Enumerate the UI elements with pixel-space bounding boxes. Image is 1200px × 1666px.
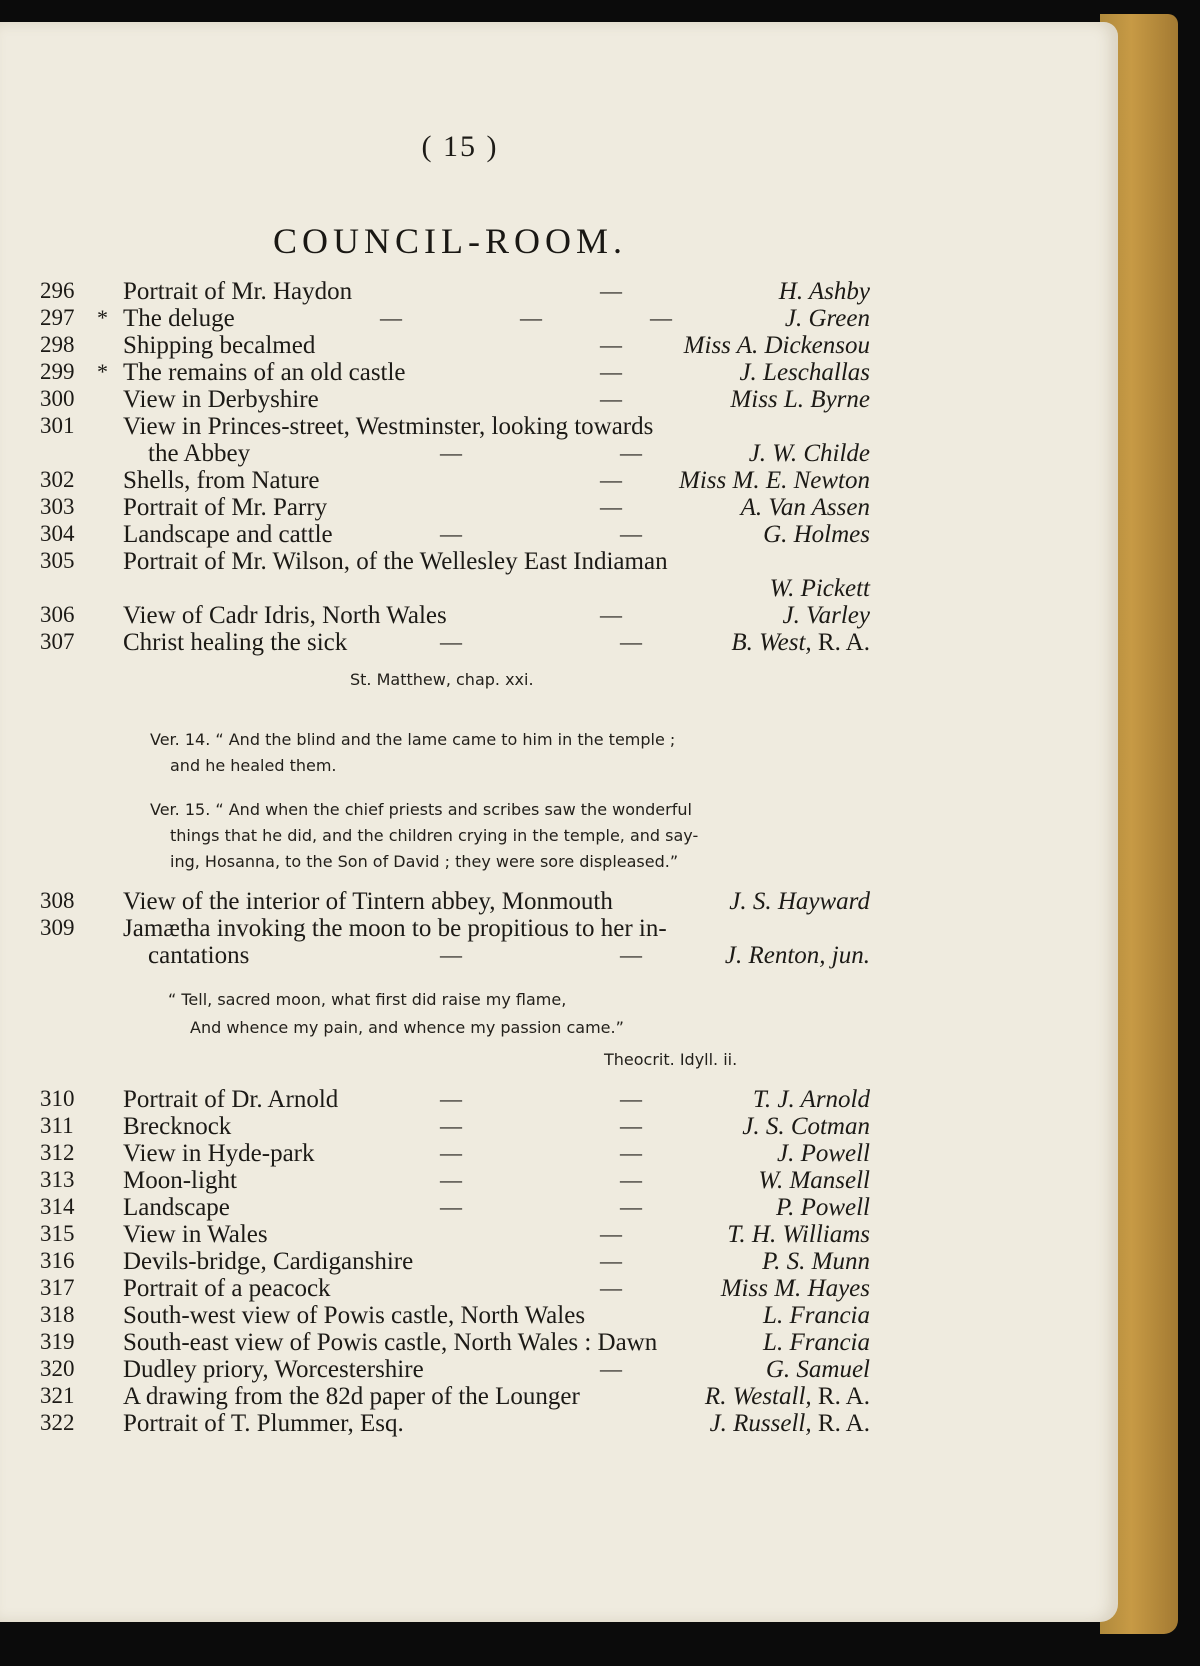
artist-honour: R. A. [811,1383,870,1410]
artist-name: W. Pickett [769,575,870,602]
artist-name: J. Green [784,305,870,332]
entry-title: Portrait of T. Plummer, Esq. [123,1410,404,1437]
entry-artist [770,575,870,603]
entry-asterisk: * [97,359,108,384]
entry-title: Portrait of Mr. Haydon [123,278,353,305]
artist-name: Miss A. Dickensou [683,332,870,359]
dash-leader: — [520,305,542,330]
catalogue-entry [0,548,1118,575]
entry-artist [762,1248,870,1276]
dash-leader: — [600,1275,622,1300]
page-heading: COUNCIL-ROOM. [272,221,627,261]
artist-name: Miss M. Hayes [720,1275,870,1302]
entry-number: 320 [40,1356,75,1381]
artist-name: W. Mansell [758,1167,870,1194]
entry-artist [684,332,870,360]
entry-artist [727,1221,870,1249]
catalogue-entry [0,440,1118,467]
dash-leader: — [620,1086,642,1111]
entry-artist [749,440,870,468]
dash-leader: — [440,440,462,465]
dash-leader: — [600,359,622,384]
entry-artist [742,1113,870,1141]
entry-title: Dudley priory, Worcestershire [123,1356,424,1383]
dash-leader: — [600,1221,622,1246]
entry-number: 309 [40,915,75,940]
entry-title: View of the interior of Tintern abbey, Monmouth [123,888,613,915]
catalogue-entry [0,467,1118,494]
dash-leader: — [600,386,622,411]
artist-name: A. Van Assen [740,494,870,521]
catalogue-entry [0,575,1118,602]
entry-number: 302 [40,467,75,492]
entries-list-b [0,888,1118,969]
catalogue-entry [0,1410,1118,1437]
entry-artist [777,1140,870,1168]
entry-title: Portrait of Mr. Parry [123,494,328,521]
entry-title: Portrait of Dr. Arnold [123,1086,339,1113]
artist-name: P. S. Munn [762,1248,870,1275]
artist-name: J. Renton, jun. [724,942,870,969]
artist-name: J. W. Childe [748,440,870,467]
catalogue-entry [0,1194,1118,1221]
dash-leader: — [380,305,402,330]
entry-number: 322 [40,1410,75,1435]
verse-line: “ Tell, sacred moon, what first did raise my flame, [168,990,567,1009]
entry-number: 307 [40,629,75,654]
artist-name: J. Powell [776,1140,870,1167]
scripture-line: Ver. 14. “ And the blind and the lame came to him in the temple ; [150,730,676,749]
entry-title: View of Cadr Idris, North Wales [123,602,447,629]
entries-list-c [0,1086,1118,1437]
entry-number: 305 [40,548,75,573]
artist-name: J. Varley [782,602,870,629]
dash-leader: — [620,521,642,546]
dash-leader: — [440,1167,462,1192]
dash-leader: — [600,1356,622,1381]
entry-number: 308 [40,888,75,913]
entry-artist [758,1167,870,1195]
catalogue-entry [0,602,1118,629]
entry-artist [721,1275,870,1303]
entry-title: Landscape and cattle [123,521,333,548]
entry-title: cantations [148,942,250,969]
entry-title: Landscape [123,1194,230,1221]
artist-name: P. Powell [776,1194,870,1221]
catalogue-entry [0,1167,1118,1194]
catalogue-entry [0,305,1118,332]
scripture-line: ing, Hosanna, to the Son of David ; they were sore displeased.” [170,852,679,871]
dash-leader: — [620,629,642,654]
catalogue-entry [0,1329,1118,1356]
artist-name: Miss L. Byrne [730,386,870,413]
entry-number: 310 [40,1086,75,1111]
dash-leader: — [440,521,462,546]
entry-artist [725,942,870,970]
entry-artist [741,494,870,522]
catalogue-entry [0,1383,1118,1410]
entry-title: Devils-bridge, Cardiganshire [123,1248,414,1275]
entry-number: 301 [40,413,75,438]
entry-number: 303 [40,494,75,519]
entry-artist [763,1302,870,1330]
dash-leader: — [600,602,622,627]
dash-leader: — [440,1194,462,1219]
catalogue-entry [0,386,1118,413]
entry-artist [710,1410,870,1438]
scripture-source: St. Matthew, chap. xxi. [350,670,534,689]
entry-title: View in Princes-street, Westminster, looking towards [123,413,654,440]
dash-leader: — [440,1140,462,1165]
verse-line: And whence my pain, and whence my passion came.” [190,1018,624,1037]
entry-title: Portrait of Mr. Wilson, of the Wellesley East Indiaman [123,548,668,575]
entry-artist [705,1383,870,1411]
entry-artist [679,467,870,495]
artist-name: J. S. Cotman [742,1113,870,1140]
artist-honour: R. A. [811,629,870,656]
entry-title: Shells, from Nature [123,467,320,494]
catalogue-entry [0,1221,1118,1248]
entry-number: 315 [40,1221,75,1246]
entry-title: The remains of an old castle [123,359,406,386]
entry-title: View in Derbyshire [123,386,319,413]
dash-leader: — [440,1113,462,1138]
artist-name: H. Ashby [778,278,870,305]
entry-number: 313 [40,1167,75,1192]
entry-title: Jamætha invoking the moon to be propitious to her in- [123,915,667,942]
entries-list-a [0,278,1118,656]
entry-number: 312 [40,1140,75,1165]
entry-artist [776,1194,870,1222]
catalogue-entry [0,359,1118,386]
entry-number: 314 [40,1194,75,1219]
entry-title: Brecknock [123,1113,232,1140]
entry-number: 304 [40,521,75,546]
catalogue-page [0,22,1118,1622]
catalogue-entry [0,629,1118,656]
catalogue-entry [0,332,1118,359]
artist-name: G. Holmes [763,521,870,548]
artist-name: G. Samuel [765,1356,870,1383]
entry-artist [779,278,870,306]
catalogue-entry [0,1302,1118,1329]
dash-leader: — [620,942,642,967]
artist-name: R. Westall, [704,1383,812,1410]
entry-number: 297 [40,305,75,330]
catalogue-entry [0,942,1118,969]
catalogue-entry [0,1248,1118,1275]
catalogue-entry [0,494,1118,521]
catalogue-entry [0,1356,1118,1383]
catalogue-entry [0,278,1118,305]
entry-artist [763,1329,870,1357]
entry-number: 300 [40,386,75,411]
page-number: ( 15 ) [421,130,499,163]
entry-artist [766,1356,870,1384]
entry-number: 306 [40,602,75,627]
catalogue-entry [0,888,1118,915]
dash-leader: — [600,494,622,519]
entry-artist [729,888,870,916]
scripture-line: and he healed them. [170,756,337,775]
dash-leader: — [620,1140,642,1165]
verse-source: Theocrit. Idyll. ii. [604,1050,738,1069]
entry-artist [730,386,870,414]
catalogue-entry [0,1275,1118,1302]
artist-name: J. S. Hayward [729,888,870,915]
entry-title: View in Hyde-park [123,1140,315,1167]
catalogue-entry [0,521,1118,548]
catalogue-entry [0,1086,1118,1113]
artist-name: L. Francia [763,1329,870,1356]
entry-number: 299 [40,359,75,384]
entry-artist [753,1086,870,1114]
dash-leader: — [440,942,462,967]
artist-name: T. J. Arnold [752,1086,870,1113]
catalogue-entry [0,1140,1118,1167]
dash-leader: — [620,1194,642,1219]
entry-artist [783,602,870,630]
entry-title: South-east view of Powis castle, North Wales : Dawn [123,1329,658,1356]
dash-leader: — [440,1086,462,1111]
dash-leader: — [620,1167,642,1192]
entry-title: Shipping becalmed [123,332,316,359]
entry-artist [731,629,870,657]
entry-artist [739,359,870,387]
catalogue-entry [0,1113,1118,1140]
artist-name: L. Francia [763,1302,870,1329]
entry-number: 298 [40,332,75,357]
entry-number: 296 [40,278,75,303]
dash-leader: — [600,278,622,303]
entry-artist [763,521,870,549]
entry-number: 319 [40,1329,75,1354]
entry-artist [785,305,870,333]
entry-title: the Abbey [148,440,251,467]
entry-asterisk: * [97,305,108,330]
entry-number: 321 [40,1383,75,1408]
entry-title: A drawing from the 82d paper of the Lounger [123,1383,580,1410]
dash-leader: — [650,305,672,330]
artist-name: B. West, [731,629,812,656]
entry-title: Christ healing the sick [123,629,348,656]
entry-title: The deluge [123,305,235,332]
entry-number: 311 [40,1113,74,1138]
scripture-line: Ver. 15. “ And when the chief priests and scribes saw the wonderful [150,800,692,819]
entry-title: Portrait of a peacock [123,1275,331,1302]
scripture-line: things that he did, and the children crying in the temple, and say- [170,826,699,845]
dash-leader: — [600,467,622,492]
entry-title: Moon-light [123,1167,237,1194]
artist-name: T. H. Williams [727,1221,870,1248]
entry-number: 318 [40,1302,75,1327]
dash-leader: — [620,440,642,465]
artist-name: Miss M. E. Newton [679,467,870,494]
dash-leader: — [620,1113,642,1138]
catalogue-entry [0,915,1118,942]
entry-number: 317 [40,1275,75,1300]
artist-honour: R. A. [811,1410,870,1437]
dash-leader: — [440,629,462,654]
dash-leader: — [600,332,622,357]
entry-title: View in Wales [123,1221,268,1248]
dash-leader: — [600,1248,622,1273]
artist-name: J. Leschallas [739,359,870,386]
entry-number: 316 [40,1248,75,1273]
catalogue-entry [0,413,1118,440]
artist-name: J. Russell, [709,1410,812,1437]
entry-title: South-west view of Powis castle, North Wales [123,1302,586,1329]
